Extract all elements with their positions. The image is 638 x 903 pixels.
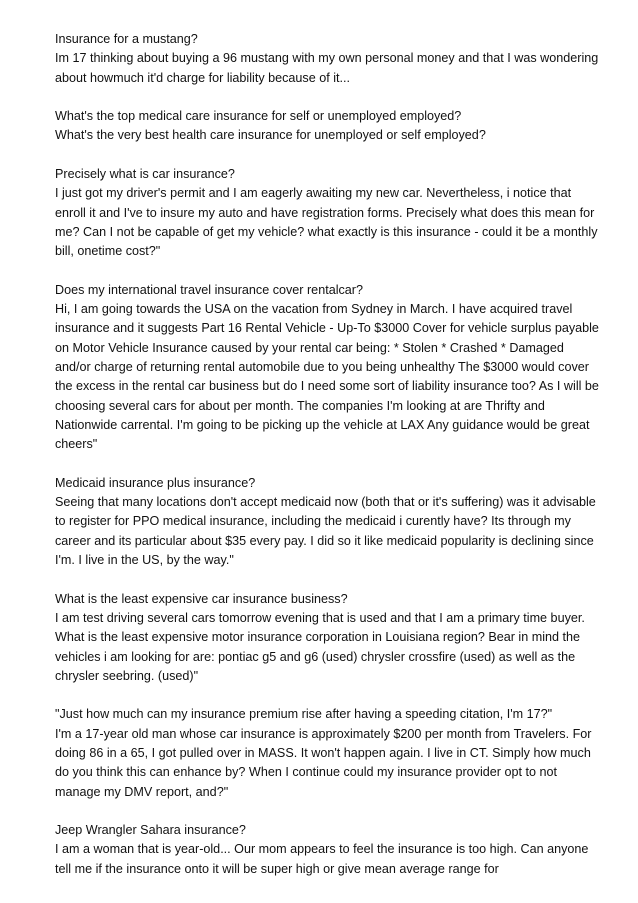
question-body: What's the very best health care insurance for unemployed or self employed? — [55, 128, 486, 143]
qa-block-1 — [55, 30, 600, 88]
question-title: Jeep Wrangler Sahara insurance? — [55, 823, 246, 838]
qa-block-8 — [55, 821, 600, 879]
question-title: Precisely what is car insurance? — [55, 167, 235, 182]
question-title: "Just how much can my insurance premium rise after having a speeding citation, I'm 17?" — [55, 707, 553, 722]
question-body: I'm a 17-year old man whose car insurance is approximately $200 per month from Travelers. For doing 86 in a 65, I got pulled over in MASS. It won't happen again. I live in CT. Simply how much do you think this can enhance by? When I continue could my insurance provider opt to not manage my DMV report, and?" — [55, 726, 592, 799]
question-title: Medicaid insurance plus insurance? — [55, 475, 256, 490]
question-title: Insurance for a mustang? — [55, 32, 198, 46]
question-body: Im 17 thinking about buying a 96 mustang with my own personal money and that I was wondering about howmuch it'd charge for liability because of it... — [55, 51, 599, 85]
question-title: Does my international travel insurance cover rentalcar? — [55, 282, 363, 297]
question-body: Hi, I am going towards the USA on the vacation from Sydney in March. I have acquired travel insurance and it suggests Part 16 Rental Vehicle - Up-To $3000 Cover for vehicle surplus payable on Motor Vehicle Insurance caused by your rental car being: * Stolen * Crashed * Damaged and/or charge of returning rental automobile due to you being unhealthy The $3000 would cover the excess in the rental car business but do I need some sort of liability insurance too? As I will be choosing several cars for about per month. The companies I'm looking at are Thrifty and Nationwide carrental. I'm going to be picking up the vehicle at LAX Any guidance would be great cheers" — [55, 302, 599, 452]
question-body: Seeing that many locations don't accept medicaid now (both that or it's suffering) was it advisable to register for PPO medical insurance, including the medicaid i curently have? Its through my career and its particular about $35 every pay. I did so it like medicaid popularity is declining since I'm. I live in the US, by the way." — [55, 495, 596, 568]
qa-block-3 — [55, 165, 600, 261]
qa-block-7 — [55, 705, 600, 801]
question-title: What is the least expensive car insurance business? — [55, 591, 348, 606]
qa-block-4 — [55, 281, 600, 455]
qa-block-6 — [55, 590, 600, 686]
qa-block-2 — [55, 107, 600, 146]
question-body: I am a woman that is year-old... Our mom appears to feel the insurance is too high. Can anyone tell me if the insurance onto it will be super high or give mean average range for — [55, 842, 589, 876]
document-page — [55, 30, 600, 879]
question-title: What's the top medical care insurance for self or unemployed employed? — [55, 109, 462, 124]
qa-block-5 — [55, 474, 600, 570]
question-body: I am test driving several cars tomorrow evening that is used and that I am a primary time buyer. What is the least expensive motor insurance corporation in Louisiana region? Bear in mind the vehicles i am looking for are: pontiac g5 and g6 (used) chrysler crossfire (used) as well as the chrysler seebring. (used)" — [55, 610, 585, 683]
question-body: I just got my driver's permit and I am eagerly awaiting my new car. Nevertheless, i notice that enroll it and I've to insure my auto and have registration forms. Precisely what does this mean for me? Can I not be capable of get my vehicle? what exactly is this insurance - could it be a monthly bill, onetime cost?" — [55, 186, 598, 259]
